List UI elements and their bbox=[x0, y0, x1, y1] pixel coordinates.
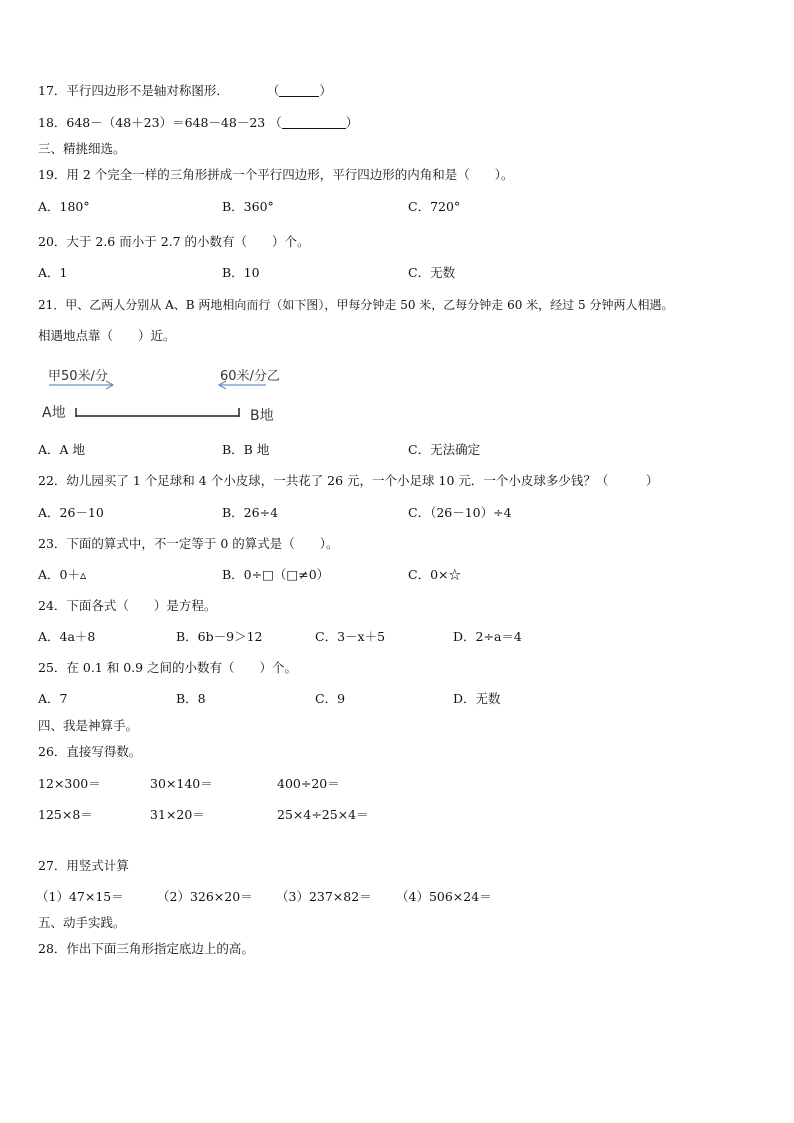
meeting-diagram bbox=[38, 360, 288, 430]
walker-yi-label: 60米/分乙 bbox=[220, 369, 280, 384]
q20-option-b[interactable]: B．10 bbox=[222, 265, 260, 280]
arrow-left-icon bbox=[218, 380, 268, 390]
arrow-right-icon bbox=[48, 380, 118, 390]
q21-option-a[interactable]: A．A 地 bbox=[38, 442, 86, 457]
q20-option-a[interactable]: A．1 bbox=[38, 265, 68, 280]
q27-item-4: （4）506×24＝ bbox=[396, 889, 492, 904]
q25-option-d[interactable]: D．无数 bbox=[453, 691, 501, 706]
q22-option-c[interactable]: C．（26－10）÷4 bbox=[408, 505, 512, 520]
q27-item-2: （2）326×20＝ bbox=[157, 889, 253, 904]
question-17-text: 17．平行四边形不是轴对称图形． bbox=[38, 83, 229, 98]
answer-blank-17[interactable] bbox=[279, 84, 319, 97]
question-18-text: 18．648－（48＋23）＝648－48－23 bbox=[38, 115, 266, 130]
question-24-text: 24．下面各式（ ）是方程。 bbox=[38, 598, 217, 613]
paren-open: （ bbox=[269, 115, 282, 130]
q19-option-b[interactable]: B．360° bbox=[222, 199, 274, 214]
q21-option-b[interactable]: B．B 地 bbox=[222, 442, 270, 457]
q26-item-6: 25×4÷25×4＝ bbox=[277, 807, 369, 822]
answer-blank-18[interactable] bbox=[282, 116, 346, 129]
q25-option-b[interactable]: B．8 bbox=[176, 691, 206, 706]
q22-option-a[interactable]: A．26－10 bbox=[38, 505, 104, 520]
question-20-text: 20．大于 2.6 而小于 2.7 的小数有（ ）个。 bbox=[38, 234, 310, 249]
q26-item-5: 31×20＝ bbox=[150, 807, 205, 822]
distance-segment bbox=[74, 407, 244, 421]
q23-option-a[interactable]: A．0＋▵ bbox=[38, 567, 87, 582]
question-21-text-line1: 21．甲、乙两人分别从 A、B 两地相向而行（如下图），甲每分钟走 50 米，乙每分钟走 60 米，经过 5 分钟两人相遇。 bbox=[38, 298, 674, 312]
q23-option-c[interactable]: C．0×☆ bbox=[408, 567, 461, 582]
q26-item-1: 12×300＝ bbox=[38, 776, 101, 791]
q27-item-1: （1）47×15＝ bbox=[36, 889, 124, 904]
question-26-text: 26．直接写得数。 bbox=[38, 744, 142, 759]
q21-option-c[interactable]: C．无法确定 bbox=[408, 442, 481, 457]
section-4-heading: 四、我是神算手。 bbox=[38, 718, 139, 733]
q20-option-c[interactable]: C．无数 bbox=[408, 265, 456, 280]
question-19-text: 19．用 2 个完全一样的三角形拼成一个平行四边形，平行四边形的内角和是（ ）。 bbox=[38, 167, 514, 182]
section-3-heading: 三、精挑细选。 bbox=[38, 141, 126, 156]
question-21-text-line2: 相遇地点靠（ ）近。 bbox=[38, 328, 176, 343]
q26-item-2: 30×140＝ bbox=[150, 776, 213, 791]
q24-option-b[interactable]: B．6b－9＞12 bbox=[176, 629, 263, 644]
q24-option-c[interactable]: C．3－x＋5 bbox=[315, 629, 386, 644]
q26-item-4: 125×8＝ bbox=[38, 807, 93, 822]
walker-jia-label: 甲50米/分 bbox=[48, 369, 108, 384]
q26-item-3: 400÷20＝ bbox=[277, 776, 340, 791]
point-b-label: B地 bbox=[250, 408, 274, 424]
paren-close: ） bbox=[319, 83, 332, 98]
q19-option-a[interactable]: A．180° bbox=[38, 199, 90, 214]
section-5-heading: 五、动手实践。 bbox=[38, 915, 126, 930]
point-a-label: A地 bbox=[42, 405, 66, 421]
question-25-text: 25．在 0.1 和 0.9 之间的小数有（ ）个。 bbox=[38, 660, 298, 675]
question-17 bbox=[38, 83, 332, 99]
question-23-text: 23．下面的算式中，不一定等于 0 的算式是（ ）。 bbox=[38, 536, 339, 551]
paren-close: ） bbox=[345, 115, 359, 130]
q24-option-a[interactable]: A．4a＋8 bbox=[38, 629, 96, 644]
paren-open: （ bbox=[266, 83, 280, 98]
q24-option-d[interactable]: D．2÷a＝4 bbox=[453, 629, 522, 644]
question-27-text: 27．用竖式计算 bbox=[38, 858, 129, 873]
q25-option-a[interactable]: A．7 bbox=[38, 691, 68, 706]
q25-option-c[interactable]: C．9 bbox=[315, 691, 346, 706]
q27-item-3: （3）237×82＝ bbox=[276, 889, 372, 904]
question-28-text: 28．作出下面三角形指定底边上的高。 bbox=[38, 941, 254, 956]
q22-option-b[interactable]: B．26÷4 bbox=[222, 505, 279, 520]
q19-option-c[interactable]: C．720° bbox=[408, 199, 461, 214]
question-18 bbox=[38, 115, 358, 131]
q23-option-b[interactable]: B．0÷□（□≠0） bbox=[222, 567, 330, 582]
question-22-text: 22．幼儿园买了 1 个足球和 4 个小皮球，一共花了 26 元，一个小足球 10 元．一个小皮球多少钱？（ ） bbox=[38, 473, 659, 488]
